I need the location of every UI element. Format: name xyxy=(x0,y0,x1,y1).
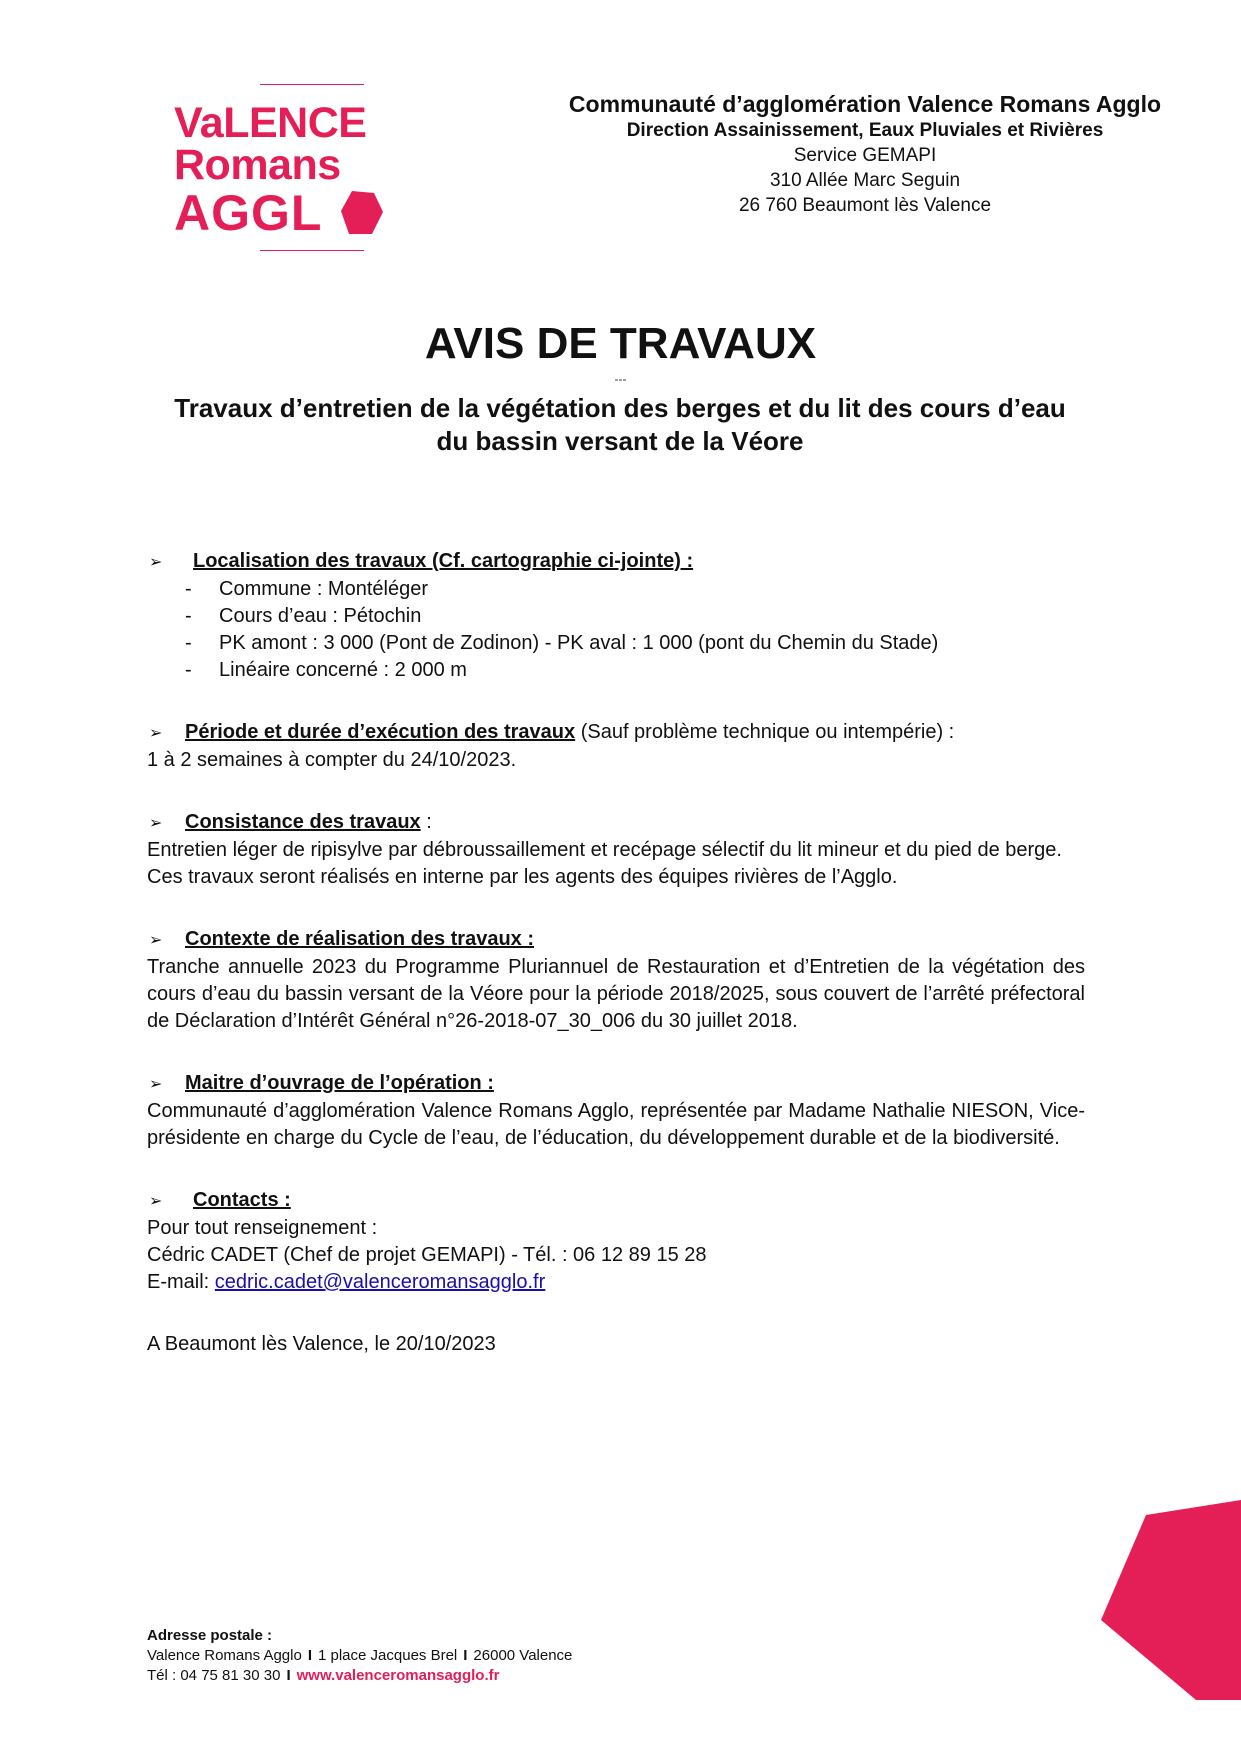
list-item: - Commune : Montéléger xyxy=(185,578,428,600)
subtitle-line-2: du bassin versant de la Véore xyxy=(436,426,804,456)
logo-line-agglo: AGGL xyxy=(174,185,323,241)
list-item: - PK amont : 3 000 (Pont de Zodinon) - PK aval : 1 000 (pont du Chemin du Stade) xyxy=(185,632,939,654)
contact-email-row xyxy=(147,1269,1085,1296)
arrow-bullet-icon: ➢ xyxy=(149,725,163,742)
notice-body xyxy=(147,548,1085,1358)
footer xyxy=(147,1626,572,1686)
section-heading-suffix: (Sauf problème technique ou intempérie) : xyxy=(575,721,955,743)
localisation-list xyxy=(147,576,1085,684)
section-consistance xyxy=(147,809,1085,891)
footer-address: Valence Romans Agglo I 1 place Jacques Brel I 26000 Valence xyxy=(147,1647,573,1664)
logo-line-valence: VaLENCE xyxy=(174,99,367,147)
page-subtitle xyxy=(150,392,1090,458)
subtitle-line-1: Travaux d’entretien de la végétation des berges et du lit des cours d’eau xyxy=(174,393,1066,423)
section-contexte xyxy=(147,926,1085,1035)
page-title: AVIS DE TRAVAUX xyxy=(424,319,817,368)
section-heading: Localisation des travaux (Cf. cartographie ci-jointe) : xyxy=(193,550,694,572)
list-item: - Linéaire concerné : 2 000 m xyxy=(185,659,467,681)
hexagon-o-icon xyxy=(340,190,384,236)
section-heading-suffix: : xyxy=(420,811,432,833)
section-heading: Maitre d’ouvrage de l’opération : xyxy=(185,1072,494,1094)
section-maitre-ouvrage xyxy=(147,1070,1085,1152)
email-link[interactable]: cedric.cadet@valenceromansagglo.fr xyxy=(214,1271,546,1293)
section-text: Ces travaux seront réalisés en interne par les agents des équipes rivières de l’Agglo. xyxy=(147,866,898,888)
arrow-bullet-icon: ➢ xyxy=(149,815,163,832)
org-service: Service GEMAPI xyxy=(793,145,937,166)
section-text: Tranche annuelle 2023 du Programme Pluriannuel de Restauration et d’Entretien de la végétation des cours d’eau du bassin versant de la Véore pour la période 2018/2025, sous couvert de l’arrêté préfectoral de Déclaration d’Intérêt Général n°26-2018-07_30_006 du 30 juillet 2018. xyxy=(147,956,1085,1032)
logo-top-rule xyxy=(260,84,364,85)
org-street: 310 Allée Marc Seguin xyxy=(769,170,961,191)
logo-line-romans: Romans xyxy=(174,141,341,189)
section-heading: Contacts : xyxy=(193,1189,291,1211)
arrow-bullet-icon: ➢ xyxy=(149,932,163,949)
footer-label: Adresse postale : xyxy=(147,1627,273,1644)
section-periode xyxy=(147,719,1085,774)
arrow-bullet-icon: ➢ xyxy=(149,1193,163,1210)
list-item: - Cours d’eau : Pétochin xyxy=(185,605,422,627)
section-text: Entretien léger de ripisylve par débroussaillement et recépage sélectif du lit mineur et du pied de berge. xyxy=(147,839,1062,861)
section-text: Communauté d’agglomération Valence Romans Agglo, représentée par Madame Nathalie NIESON, Vice-présidente en charge du Cycle de l’eau, de l’éducation, du développement durable et de la biodiversité. xyxy=(147,1100,1085,1149)
contact-intro: Pour tout renseignement : xyxy=(147,1217,378,1239)
footer-website-link[interactable]: www.valenceromansagglo.fr xyxy=(296,1667,500,1684)
arrow-bullet-icon: ➢ xyxy=(149,1076,163,1093)
org-name: Communauté d’agglomération Valence Romans Agglo xyxy=(568,91,1162,117)
logo xyxy=(172,84,390,254)
section-heading: Consistance des travaux xyxy=(185,811,421,833)
organization-header xyxy=(560,90,1170,218)
logo-bottom-rule xyxy=(260,250,364,251)
footer-contact: Tél : 04 75 81 30 30 I www.valenceromansagglo.fr xyxy=(147,1667,500,1684)
section-text: 1 à 2 semaines à compter du 24/10/2023. xyxy=(147,749,517,771)
contact-person: Cédric CADET (Chef de projet GEMAPI) - Tél. : 06 12 89 15 28 xyxy=(147,1244,707,1266)
section-heading: Période et durée d’exécution des travaux xyxy=(185,721,576,743)
arrow-bullet-icon: ➢ xyxy=(149,554,163,571)
signature-place-date: A Beaumont lès Valence, le 20/10/2023 xyxy=(147,1333,496,1355)
corner-shape-icon xyxy=(1101,1500,1241,1700)
org-direction: Direction Assainissement, Eaux Pluviales et Rivières xyxy=(626,120,1104,141)
section-localisation xyxy=(147,548,1085,684)
email-label: E-mail: xyxy=(147,1271,215,1293)
org-city: 26 760 Beaumont lès Valence xyxy=(738,195,992,216)
section-heading: Contexte de réalisation des travaux : xyxy=(185,928,535,950)
title-separator: --- xyxy=(614,372,627,386)
section-contacts xyxy=(147,1187,1085,1296)
footer-phone: Tél : 04 75 81 30 30 xyxy=(147,1667,281,1684)
